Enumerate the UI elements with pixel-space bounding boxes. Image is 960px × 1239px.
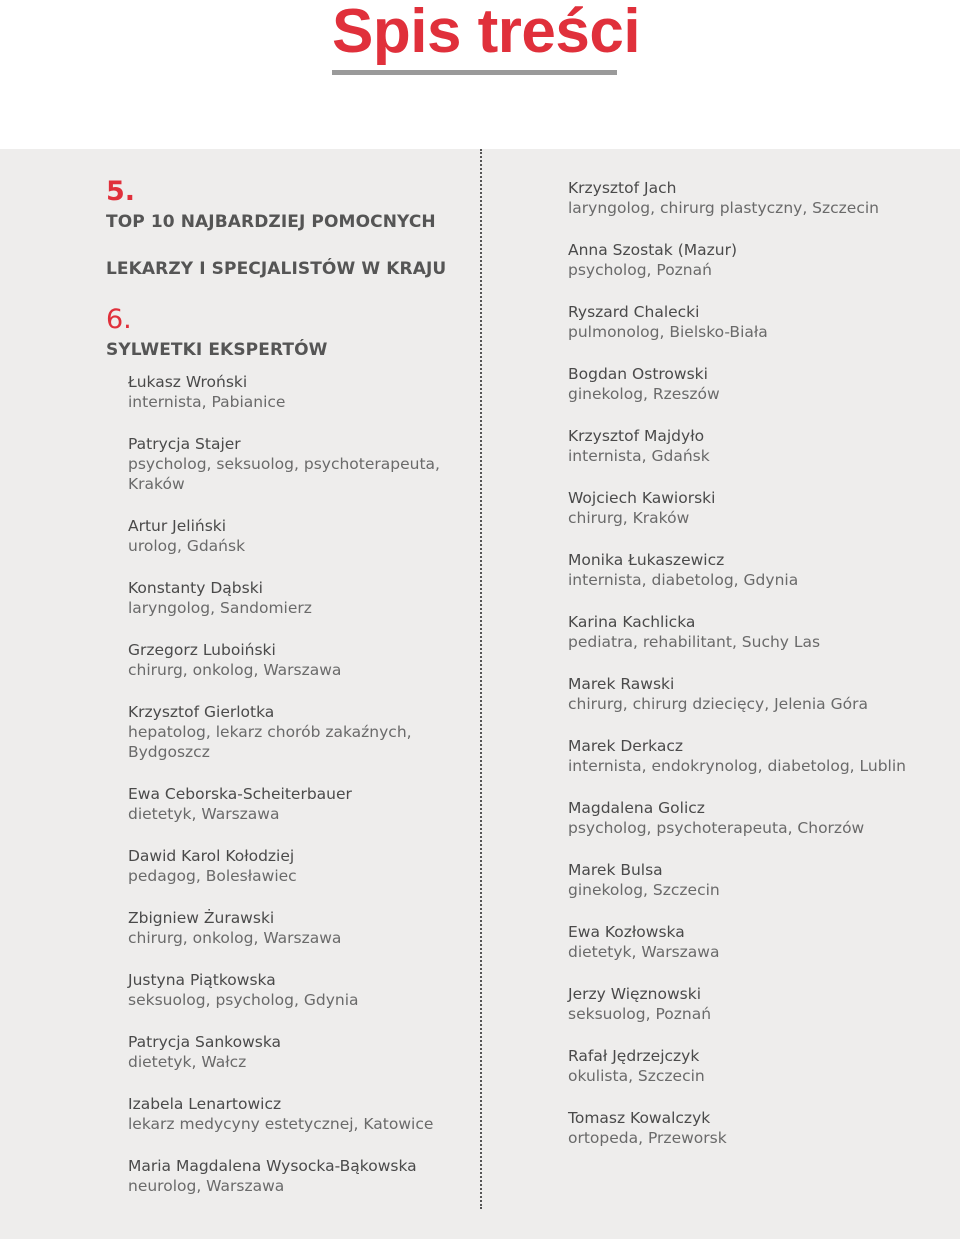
expert-description: internista, diabetolog, Gdynia — [568, 571, 799, 589]
expert-entry — [568, 1046, 958, 1086]
expert-description: chirurg, onkolog, Warszawa — [128, 929, 342, 947]
expert-description: pedagog, Bolesławiec — [128, 867, 297, 885]
section-6-number: 6. — [106, 304, 132, 335]
expert-name: Ewa Kozłowska — [568, 923, 685, 941]
expert-name: Marek Rawski — [568, 675, 675, 693]
expert-name: Krzysztof Gierlotka — [128, 703, 275, 721]
expert-entry — [128, 1094, 466, 1134]
expert-name: Łukasz Wroński — [128, 373, 248, 391]
expert-name: Marek Bulsa — [568, 861, 663, 879]
expert-entry — [568, 178, 958, 218]
expert-entry — [568, 674, 958, 714]
expert-description: ginekolog, Rzeszów — [568, 385, 720, 403]
expert-name: Bogdan Ostrowski — [568, 365, 708, 383]
expert-name: Grzegorz Luboiński — [128, 641, 276, 659]
expert-entry — [568, 984, 958, 1024]
expert-description: laryngolog, chirurg plastyczny, Szczecin — [568, 199, 879, 217]
section-5-title-line2: LEKARZY I SPECJALISTÓW W KRAJU — [106, 259, 447, 279]
section-5-title-line1: TOP 10 NAJBARDZIEJ POMOCNYCH — [106, 212, 436, 232]
expert-name: Artur Jeliński — [128, 517, 227, 535]
left-column — [106, 175, 466, 1218]
expert-description: internista, Pabianice — [128, 393, 286, 411]
expert-name: Magdalena Golicz — [568, 799, 705, 817]
expert-entry — [568, 364, 958, 404]
expert-entry — [568, 550, 958, 590]
section-5 — [106, 175, 466, 283]
expert-entry — [128, 970, 466, 1010]
expert-description: pediatra, rehabilitant, Suchy Las — [568, 633, 821, 651]
expert-description: ortopeda, Przeworsk — [568, 1129, 727, 1147]
expert-description: laryngolog, Sandomierz — [128, 599, 312, 617]
expert-name: Wojciech Kawiorski — [568, 489, 716, 507]
expert-description: dietetyk, Warszawa — [128, 805, 280, 823]
expert-description-cont: Bydgoszcz — [128, 743, 210, 761]
expert-entry — [568, 1108, 958, 1148]
expert-description: psycholog, Poznań — [568, 261, 712, 279]
expert-description: chirurg, onkolog, Warszawa — [128, 661, 342, 679]
expert-description-cont: Kraków — [128, 475, 185, 493]
expert-name: Ryszard Chalecki — [568, 303, 700, 321]
expert-name: Patrycja Stajer — [128, 435, 241, 453]
expert-name: Patrycja Sankowska — [128, 1033, 282, 1051]
expert-entry — [568, 612, 958, 652]
expert-entry — [128, 640, 466, 680]
expert-name: Ewa Ceborska-Scheiterbauer — [128, 785, 352, 803]
expert-name: Dawid Karol Kołodziej — [128, 847, 295, 865]
expert-description: ginekolog, Szczecin — [568, 881, 720, 899]
expert-entry — [128, 1156, 466, 1196]
experts-list-right — [568, 178, 958, 1170]
expert-description: dietetyk, Warszawa — [568, 943, 720, 961]
expert-entry — [128, 372, 466, 412]
expert-name: Rafał Jędrzejczyk — [568, 1047, 700, 1065]
expert-description: internista, Gdańsk — [568, 447, 710, 465]
expert-description: neurolog, Warszawa — [128, 1177, 285, 1195]
expert-entry — [568, 736, 958, 776]
expert-name: Zbigniew Żurawski — [128, 909, 275, 927]
expert-entry — [128, 846, 466, 886]
expert-name: Konstanty Dąbski — [128, 579, 263, 597]
page-title — [332, 0, 640, 70]
expert-name: Justyna Piątkowska — [128, 971, 276, 989]
expert-entry — [568, 302, 958, 342]
expert-description: seksuolog, Poznań — [568, 1005, 712, 1023]
expert-entry — [568, 240, 958, 280]
expert-name: Anna Szostak (Mazur) — [568, 241, 737, 259]
expert-name: Maria Magdalena Wysocka-Bąkowska — [128, 1157, 417, 1175]
expert-entry — [128, 908, 466, 948]
expert-entry — [128, 702, 466, 762]
expert-entry — [128, 1032, 466, 1072]
expert-entry — [568, 798, 958, 838]
expert-description: chirurg, chirurg dziecięcy, Jelenia Góra — [568, 695, 868, 713]
expert-entry — [128, 516, 466, 556]
expert-entry — [568, 922, 958, 962]
expert-description: psycholog, seksuolog, psychoterapeuta, — [128, 455, 440, 473]
section-6-title: SYLWETKI EKSPERTÓW — [106, 340, 328, 360]
experts-list-left — [128, 372, 466, 1196]
expert-description: pulmonolog, Bielsko-Biała — [568, 323, 768, 341]
expert-description: internista, endokrynolog, diabetolog, Lublin — [568, 757, 906, 775]
column-divider — [480, 149, 482, 1209]
expert-description: lekarz medycyny estetycznej, Katowice — [128, 1115, 434, 1133]
expert-description: psycholog, psychoterapeuta, Chorzów — [568, 819, 865, 837]
expert-entry — [128, 578, 466, 618]
title-underline — [332, 70, 617, 75]
expert-entry — [128, 784, 466, 824]
expert-name: Tomasz Kowalczyk — [568, 1109, 711, 1127]
page-title-text: Spis treści — [332, 0, 641, 66]
expert-name: Krzysztof Jach — [568, 179, 677, 197]
expert-name: Karina Kachlicka — [568, 613, 696, 631]
expert-description: okulista, Szczecin — [568, 1067, 705, 1085]
expert-entry — [128, 434, 466, 494]
expert-entry — [568, 860, 958, 900]
expert-name: Izabela Lenartowicz — [128, 1095, 282, 1113]
expert-description: urolog, Gdańsk — [128, 537, 246, 555]
expert-name: Marek Derkacz — [568, 737, 684, 755]
expert-entry — [568, 426, 958, 466]
expert-name: Jerzy Więznowski — [568, 985, 702, 1003]
expert-description: dietetyk, Wałcz — [128, 1053, 247, 1071]
expert-description: seksuolog, psycholog, Gdynia — [128, 991, 359, 1009]
section-5-number: 5. — [106, 176, 136, 207]
expert-description: chirurg, Kraków — [568, 509, 690, 527]
expert-name: Krzysztof Majdyło — [568, 427, 705, 445]
expert-name: Monika Łukaszewicz — [568, 551, 725, 569]
expert-entry — [568, 488, 958, 528]
section-6 — [106, 303, 466, 364]
expert-description: hepatolog, lekarz chorób zakaźnych, — [128, 723, 412, 741]
